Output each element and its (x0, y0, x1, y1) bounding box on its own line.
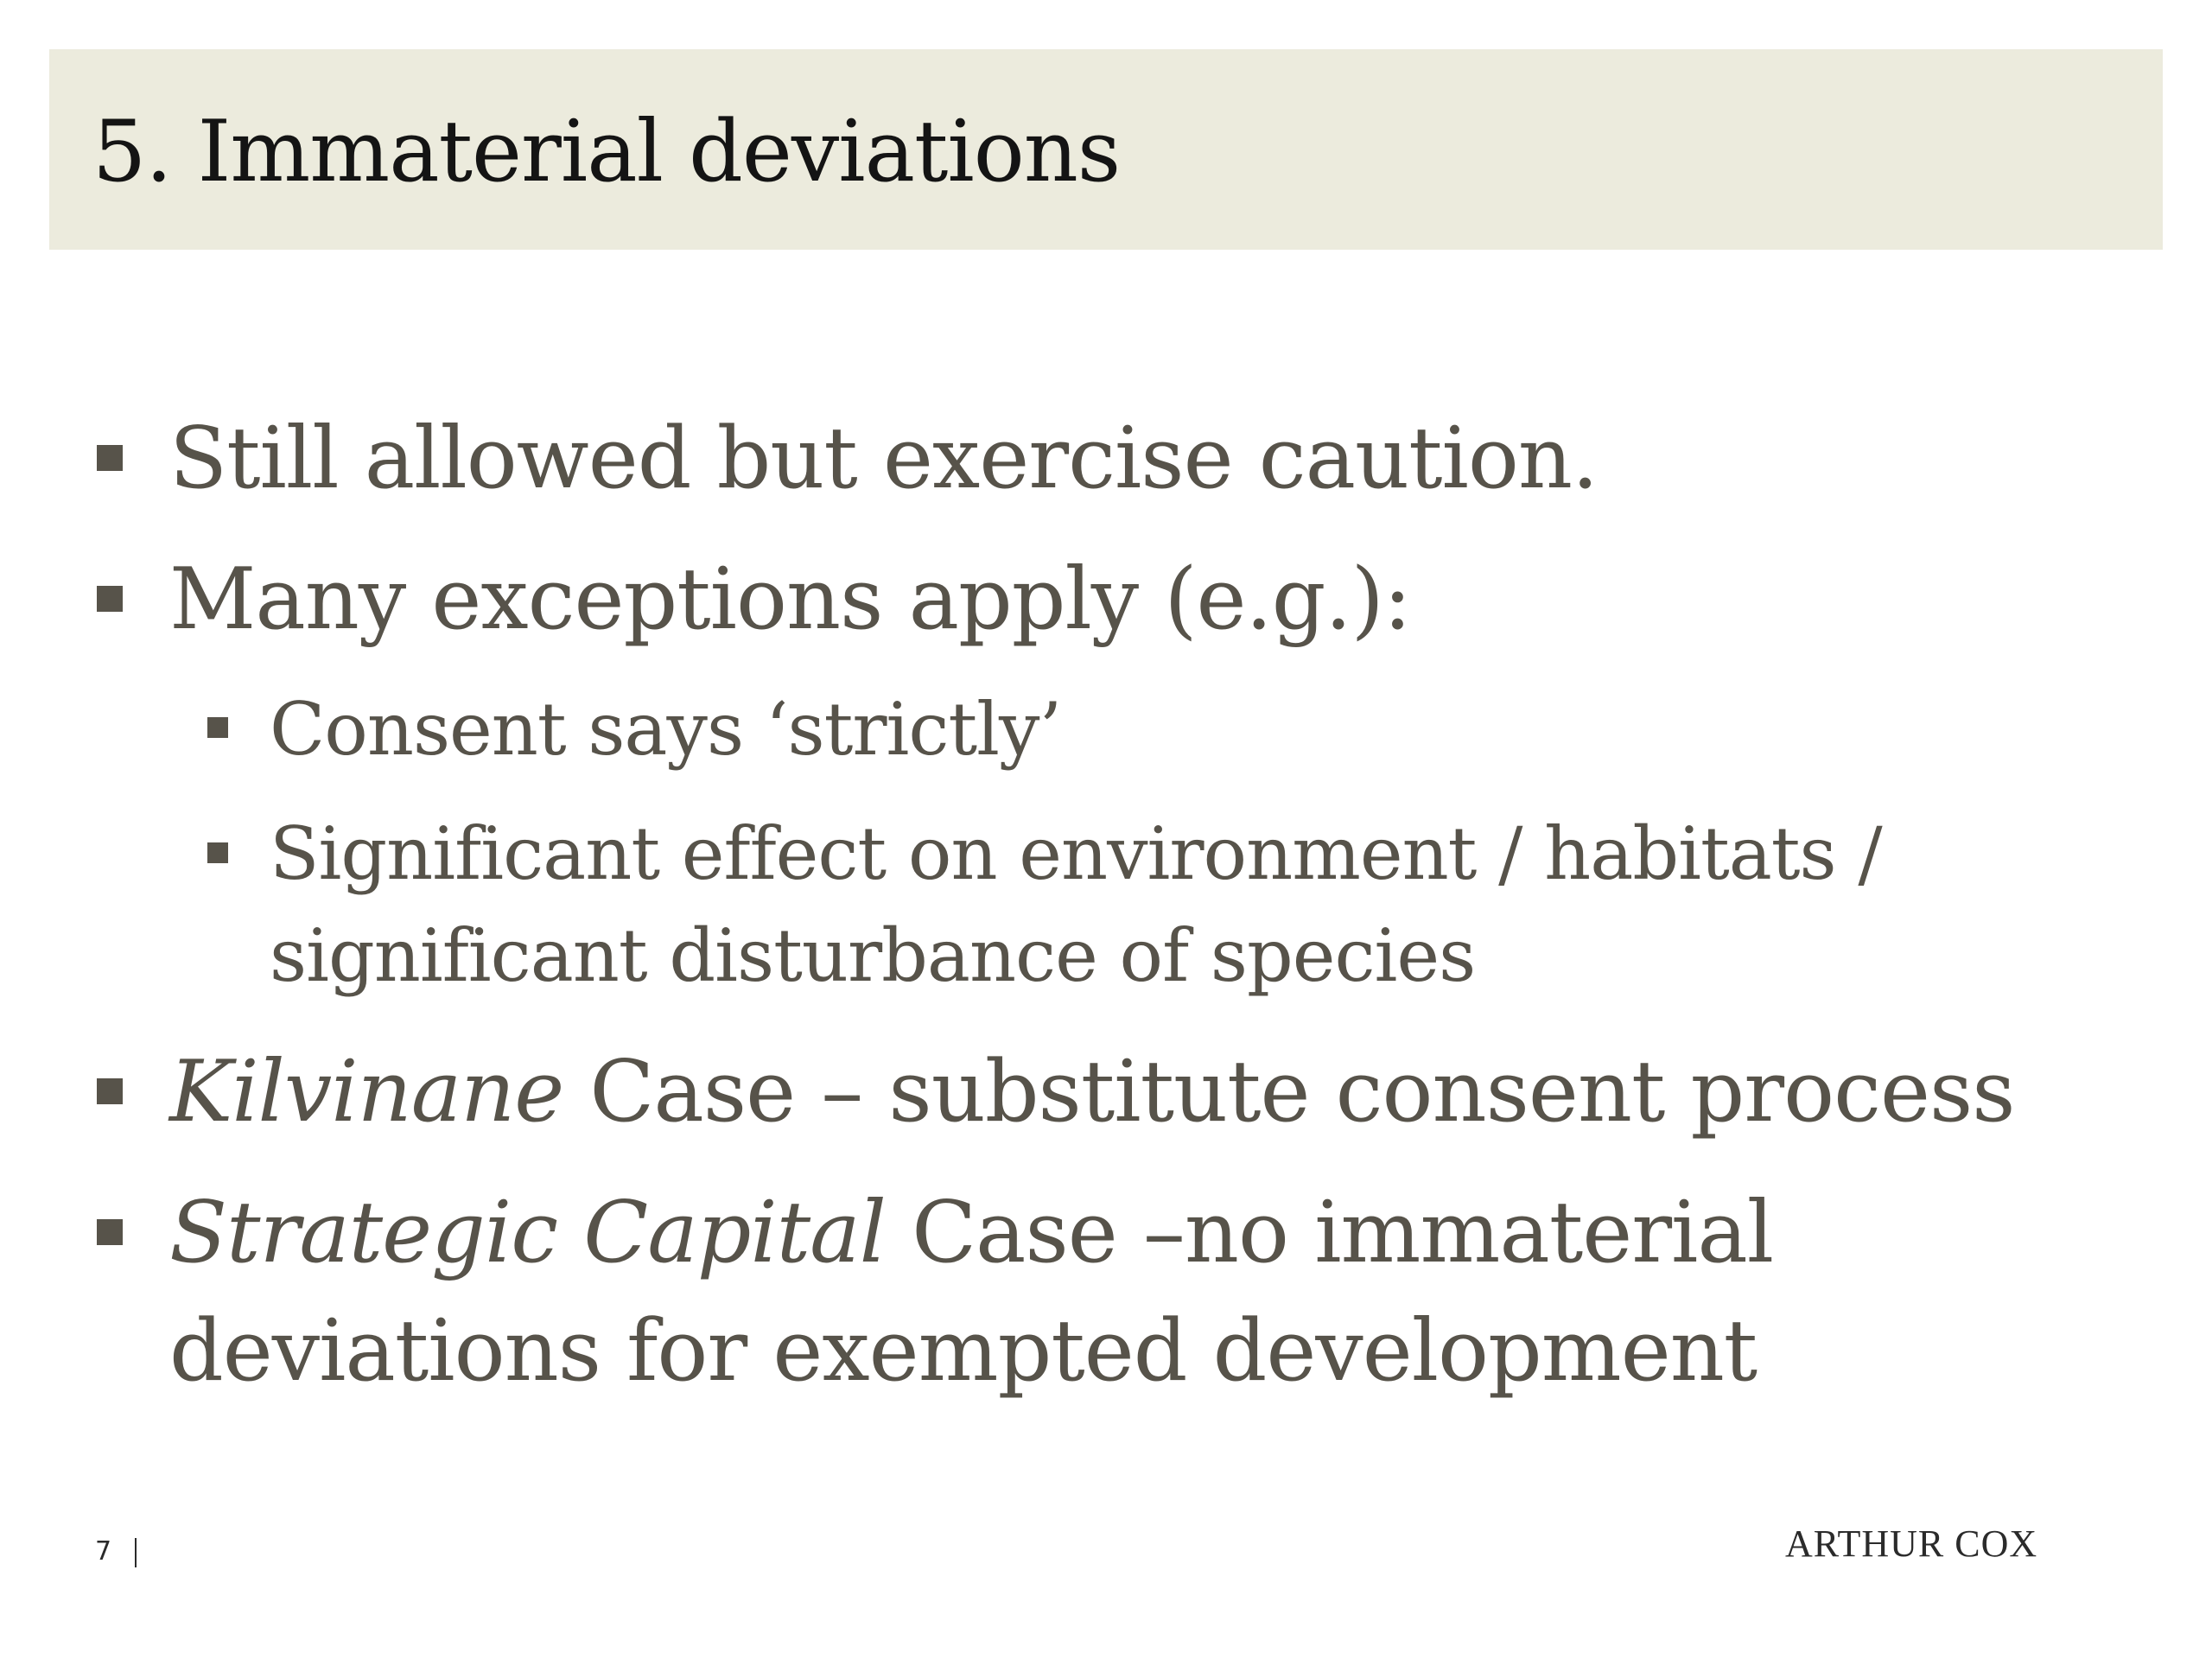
page-number: 7 (95, 1536, 112, 1567)
sub-bullet-item-1 (270, 687, 1062, 772)
bullet-text: Consent says ‘strictly’ (270, 687, 1062, 772)
bullet-item-1 (169, 410, 1599, 508)
bullet-text-italic: Kilvinane (169, 1043, 564, 1141)
sub-bullet-item-2 (270, 811, 1882, 896)
logo-text: ARTHUR COX (1785, 1522, 2038, 1565)
bullet-marker (97, 445, 123, 471)
bullet-text: deviations for exempted development (169, 1302, 1758, 1401)
bullet-item-4-continuation (169, 1302, 1758, 1401)
sub-bullet-marker (207, 717, 228, 738)
bullet-text: significant disturbance of species (270, 913, 1476, 998)
bullet-item-3 (169, 1043, 2015, 1141)
bullet-marker (97, 1078, 123, 1104)
sub-bullet-marker (207, 842, 228, 863)
sub-bullet-item-2-continuation (270, 913, 1476, 998)
slide-title: 5. Immaterial deviations (92, 103, 1121, 201)
bullet-text: Still allowed but exercise caution. (169, 410, 1599, 508)
bullet-marker (97, 586, 123, 612)
bullet-text: Many exceptions apply (e.g.): (169, 550, 1411, 649)
bullet-marker (97, 1219, 123, 1245)
bullet-text: Case –no immaterial (885, 1184, 1774, 1282)
bullet-item-4 (169, 1184, 1774, 1282)
arthur-cox-logo (1785, 1522, 2084, 1565)
bullet-item-2 (169, 550, 1411, 649)
footer-separator (135, 1538, 137, 1567)
bullet-text-italic: Strategic Capital (169, 1184, 886, 1282)
bullet-text: Significant effect on environment / habitats / (270, 811, 1882, 896)
bullet-text: Case – substitute consent process (563, 1043, 2015, 1141)
